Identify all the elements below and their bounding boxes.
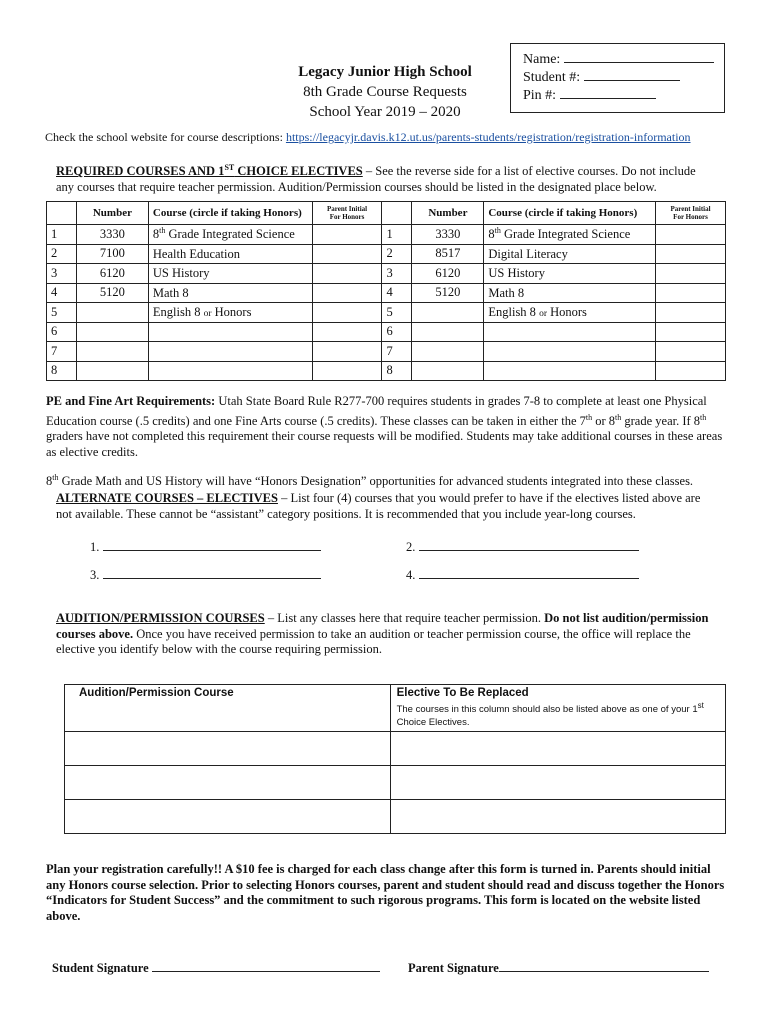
website-link[interactable]: https://legacyjr.davis.k12.ut.us/parents-students/registration/registration-information bbox=[285, 130, 691, 144]
row-index: 7 bbox=[47, 342, 77, 362]
website-line bbox=[45, 130, 745, 146]
alternate-field-1[interactable] bbox=[103, 538, 321, 551]
course-request-table bbox=[46, 201, 726, 381]
audition-course-cell-1[interactable] bbox=[65, 732, 391, 766]
parent-initial-cell[interactable] bbox=[656, 244, 726, 264]
elective-replaced-cell-1[interactable] bbox=[390, 732, 725, 766]
form-header bbox=[250, 62, 520, 122]
website-text: Check the school website for course descriptions: bbox=[45, 130, 283, 144]
header-course: Course (circle if taking Honors) bbox=[484, 202, 656, 225]
parent-initial-cell[interactable] bbox=[656, 264, 726, 284]
header-course: Course (circle if taking Honors) bbox=[148, 202, 312, 225]
alternate-item-1: 1. bbox=[90, 538, 321, 556]
elective-replaced-cell-2[interactable] bbox=[390, 766, 725, 800]
alternate-item-2: 2. bbox=[406, 538, 639, 556]
parent-initial-cell[interactable] bbox=[656, 361, 726, 381]
student-signature-line: Student Signature bbox=[52, 959, 380, 977]
school-name: Legacy Junior High School bbox=[298, 64, 472, 80]
alternate-heading: ALTERNATE COURSES – ELECTIVES bbox=[56, 491, 278, 505]
row-index: 4 bbox=[382, 283, 412, 303]
course-number[interactable] bbox=[412, 342, 484, 362]
table-row bbox=[65, 800, 726, 834]
alternate-field-3[interactable] bbox=[103, 566, 321, 579]
course-name[interactable] bbox=[484, 361, 656, 381]
table-row bbox=[47, 264, 726, 284]
parent-initial-cell[interactable] bbox=[312, 264, 382, 284]
name-label: Name: bbox=[523, 52, 561, 67]
row-index: 1 bbox=[382, 225, 412, 245]
course-name[interactable]: 8th Grade Integrated Science bbox=[148, 225, 312, 245]
required-heading: REQUIRED COURSES AND 1ST CHOICE ELECTIVES bbox=[56, 163, 363, 179]
row-index: 1 bbox=[47, 225, 77, 245]
course-number[interactable]: 6120 bbox=[76, 264, 148, 284]
parent-initial-cell[interactable] bbox=[312, 342, 382, 362]
table-row bbox=[47, 322, 726, 342]
course-name[interactable]: US History bbox=[484, 264, 656, 284]
course-name[interactable]: US History bbox=[148, 264, 312, 284]
parent-initial-cell[interactable] bbox=[312, 283, 382, 303]
form-title: 8th Grade Course Requests bbox=[303, 84, 467, 100]
course-number[interactable] bbox=[412, 303, 484, 323]
course-number[interactable] bbox=[76, 322, 148, 342]
parent-initial-cell[interactable] bbox=[656, 322, 726, 342]
row-index: 5 bbox=[47, 303, 77, 323]
course-name[interactable]: English 8 or Honors bbox=[148, 303, 312, 323]
course-number[interactable] bbox=[412, 322, 484, 342]
row-index: 4 bbox=[47, 283, 77, 303]
table-row bbox=[47, 361, 726, 381]
course-name[interactable] bbox=[148, 361, 312, 381]
required-text: – See the reverse side for a list of elective courses. Do not include any courses that require teacher permission. Audition/Permission courses should be listed in the designated place below. bbox=[56, 164, 696, 194]
table-row bbox=[47, 342, 726, 362]
header-number: Number bbox=[76, 202, 148, 225]
course-number[interactable]: 7100 bbox=[76, 244, 148, 264]
honors-designation-note: 8th Grade Math and US History will have “Honors Designation” opportunities for advanced students integrated into these classes. bbox=[46, 473, 694, 489]
parent-initial-cell[interactable] bbox=[656, 283, 726, 303]
course-number[interactable]: 3330 bbox=[412, 225, 484, 245]
header-parent-initial: Parent Initial For Honors bbox=[312, 202, 382, 225]
pe-heading: PE and Fine Art Requirements: bbox=[46, 394, 216, 408]
course-number[interactable]: 6120 bbox=[412, 264, 484, 284]
parent-initial-cell[interactable] bbox=[312, 361, 382, 381]
name-field[interactable] bbox=[564, 50, 714, 63]
header-parent-initial: Parent Initial For Honors bbox=[656, 202, 726, 225]
course-number[interactable] bbox=[76, 303, 148, 323]
parent-initial-cell[interactable] bbox=[312, 225, 382, 245]
required-courses-instructions bbox=[56, 160, 716, 195]
audition-permission-table bbox=[64, 684, 726, 834]
audition-course-cell-3[interactable] bbox=[65, 800, 391, 834]
course-number[interactable] bbox=[76, 342, 148, 362]
parent-initial-cell[interactable] bbox=[656, 303, 726, 323]
course-name[interactable] bbox=[148, 322, 312, 342]
row-index: 2 bbox=[382, 244, 412, 264]
course-name[interactable]: Math 8 bbox=[484, 283, 656, 303]
course-name[interactable]: Health Education bbox=[148, 244, 312, 264]
alternate-field-2[interactable] bbox=[419, 538, 639, 551]
alternate-item-4: 4. bbox=[406, 566, 639, 584]
pin-field[interactable] bbox=[560, 86, 656, 99]
course-number[interactable]: 3330 bbox=[76, 225, 148, 245]
course-number[interactable]: 5120 bbox=[76, 283, 148, 303]
parent-initial-cell[interactable] bbox=[656, 225, 726, 245]
row-index: 6 bbox=[47, 322, 77, 342]
course-number[interactable]: 5120 bbox=[412, 283, 484, 303]
course-name[interactable] bbox=[148, 342, 312, 362]
table-header-row bbox=[47, 202, 726, 225]
table-row bbox=[65, 766, 726, 800]
parent-signature-line: Parent Signature bbox=[408, 959, 709, 977]
audition-course-cell-2[interactable] bbox=[65, 766, 391, 800]
table-row bbox=[47, 283, 726, 303]
course-number[interactable] bbox=[412, 361, 484, 381]
student-number-field[interactable] bbox=[584, 68, 680, 81]
row-index: 8 bbox=[382, 361, 412, 381]
plan-registration-note: Plan your registration carefully!! A $10 fee is charged for each class change after this form is turned in. Parents should initial any Honors course selection. Prior to selecting Honors courses, parent and student should read and discuss together the Honors “Indicators for Student Success” and the commitment to such rigorous programs. This form is located on the website listed above. bbox=[46, 862, 725, 923]
parent-initial-cell[interactable] bbox=[312, 244, 382, 264]
audition-instructions: AUDITION/PERMISSION COURSES – List any classes here that require teacher permission. Do not list audition/permission courses above. Once you have received permission to take an audition or teacher permission course, the office will replace the elective you identify below with the course requiring permission. bbox=[56, 611, 709, 656]
student-info-box bbox=[510, 43, 725, 113]
elective-replaced-cell-3[interactable] bbox=[390, 800, 725, 834]
course-name[interactable]: Math 8 bbox=[148, 283, 312, 303]
course-name[interactable]: English 8 or Honors bbox=[484, 303, 656, 323]
parent-initial-cell[interactable] bbox=[312, 303, 382, 323]
parent-initial-cell[interactable] bbox=[656, 342, 726, 362]
alternate-item-3: 3. bbox=[90, 566, 321, 584]
row-index: 5 bbox=[382, 303, 412, 323]
table-row bbox=[47, 303, 726, 323]
student-signature-field[interactable] bbox=[152, 959, 380, 972]
row-index: 3 bbox=[47, 264, 77, 284]
row-index: 7 bbox=[382, 342, 412, 362]
course-number[interactable]: 8517 bbox=[412, 244, 484, 264]
course-number[interactable] bbox=[76, 361, 148, 381]
parent-signature-field[interactable] bbox=[499, 959, 709, 972]
student-number-label: Student #: bbox=[523, 70, 581, 85]
pe-fine-arts-paragraph: PE and Fine Art Requirements: Utah State Board Rule R277-700 requires students in grades 7-8 to complete at least one Physical Education course (.5 credits) and one Fine Arts course (.5 credits). These classes can be taken in either the 7th or 8th grade year. If 8th graders have not completed this requirement their course requests will be modified. Students may take additional courses in these areas as elective credits. bbox=[46, 394, 723, 459]
header-audition-course: Audition/Permission Course bbox=[65, 685, 391, 732]
table-row bbox=[47, 225, 726, 245]
audition-table-header bbox=[65, 685, 726, 732]
row-index: 6 bbox=[382, 322, 412, 342]
row-index: 3 bbox=[382, 264, 412, 284]
row-index: 2 bbox=[47, 244, 77, 264]
alternate-field-4[interactable] bbox=[419, 566, 639, 579]
course-name[interactable]: Digital Literacy bbox=[484, 244, 656, 264]
audition-heading: AUDITION/PERMISSION COURSES bbox=[56, 611, 265, 625]
course-name[interactable] bbox=[484, 342, 656, 362]
course-name[interactable]: 8th Grade Integrated Science bbox=[484, 225, 656, 245]
header-number: Number bbox=[412, 202, 484, 225]
table-row bbox=[65, 732, 726, 766]
header-elective-replaced: Elective To Be Replaced The courses in this column should also be listed above as one of your 1st Choice Electives. bbox=[390, 685, 725, 732]
pin-label: Pin #: bbox=[523, 88, 557, 103]
table-row bbox=[47, 244, 726, 264]
school-year: School Year 2019 – 2020 bbox=[309, 104, 461, 120]
parent-initial-cell[interactable] bbox=[312, 322, 382, 342]
alternate-courses-instructions: ALTERNATE COURSES – ELECTIVES – List four (4) courses that you would prefer to have if the electives listed above are not available. These cannot be “assistant” category positions. It is recommended that you include year-long courses. bbox=[56, 491, 701, 521]
row-index: 8 bbox=[47, 361, 77, 381]
course-name[interactable] bbox=[484, 322, 656, 342]
